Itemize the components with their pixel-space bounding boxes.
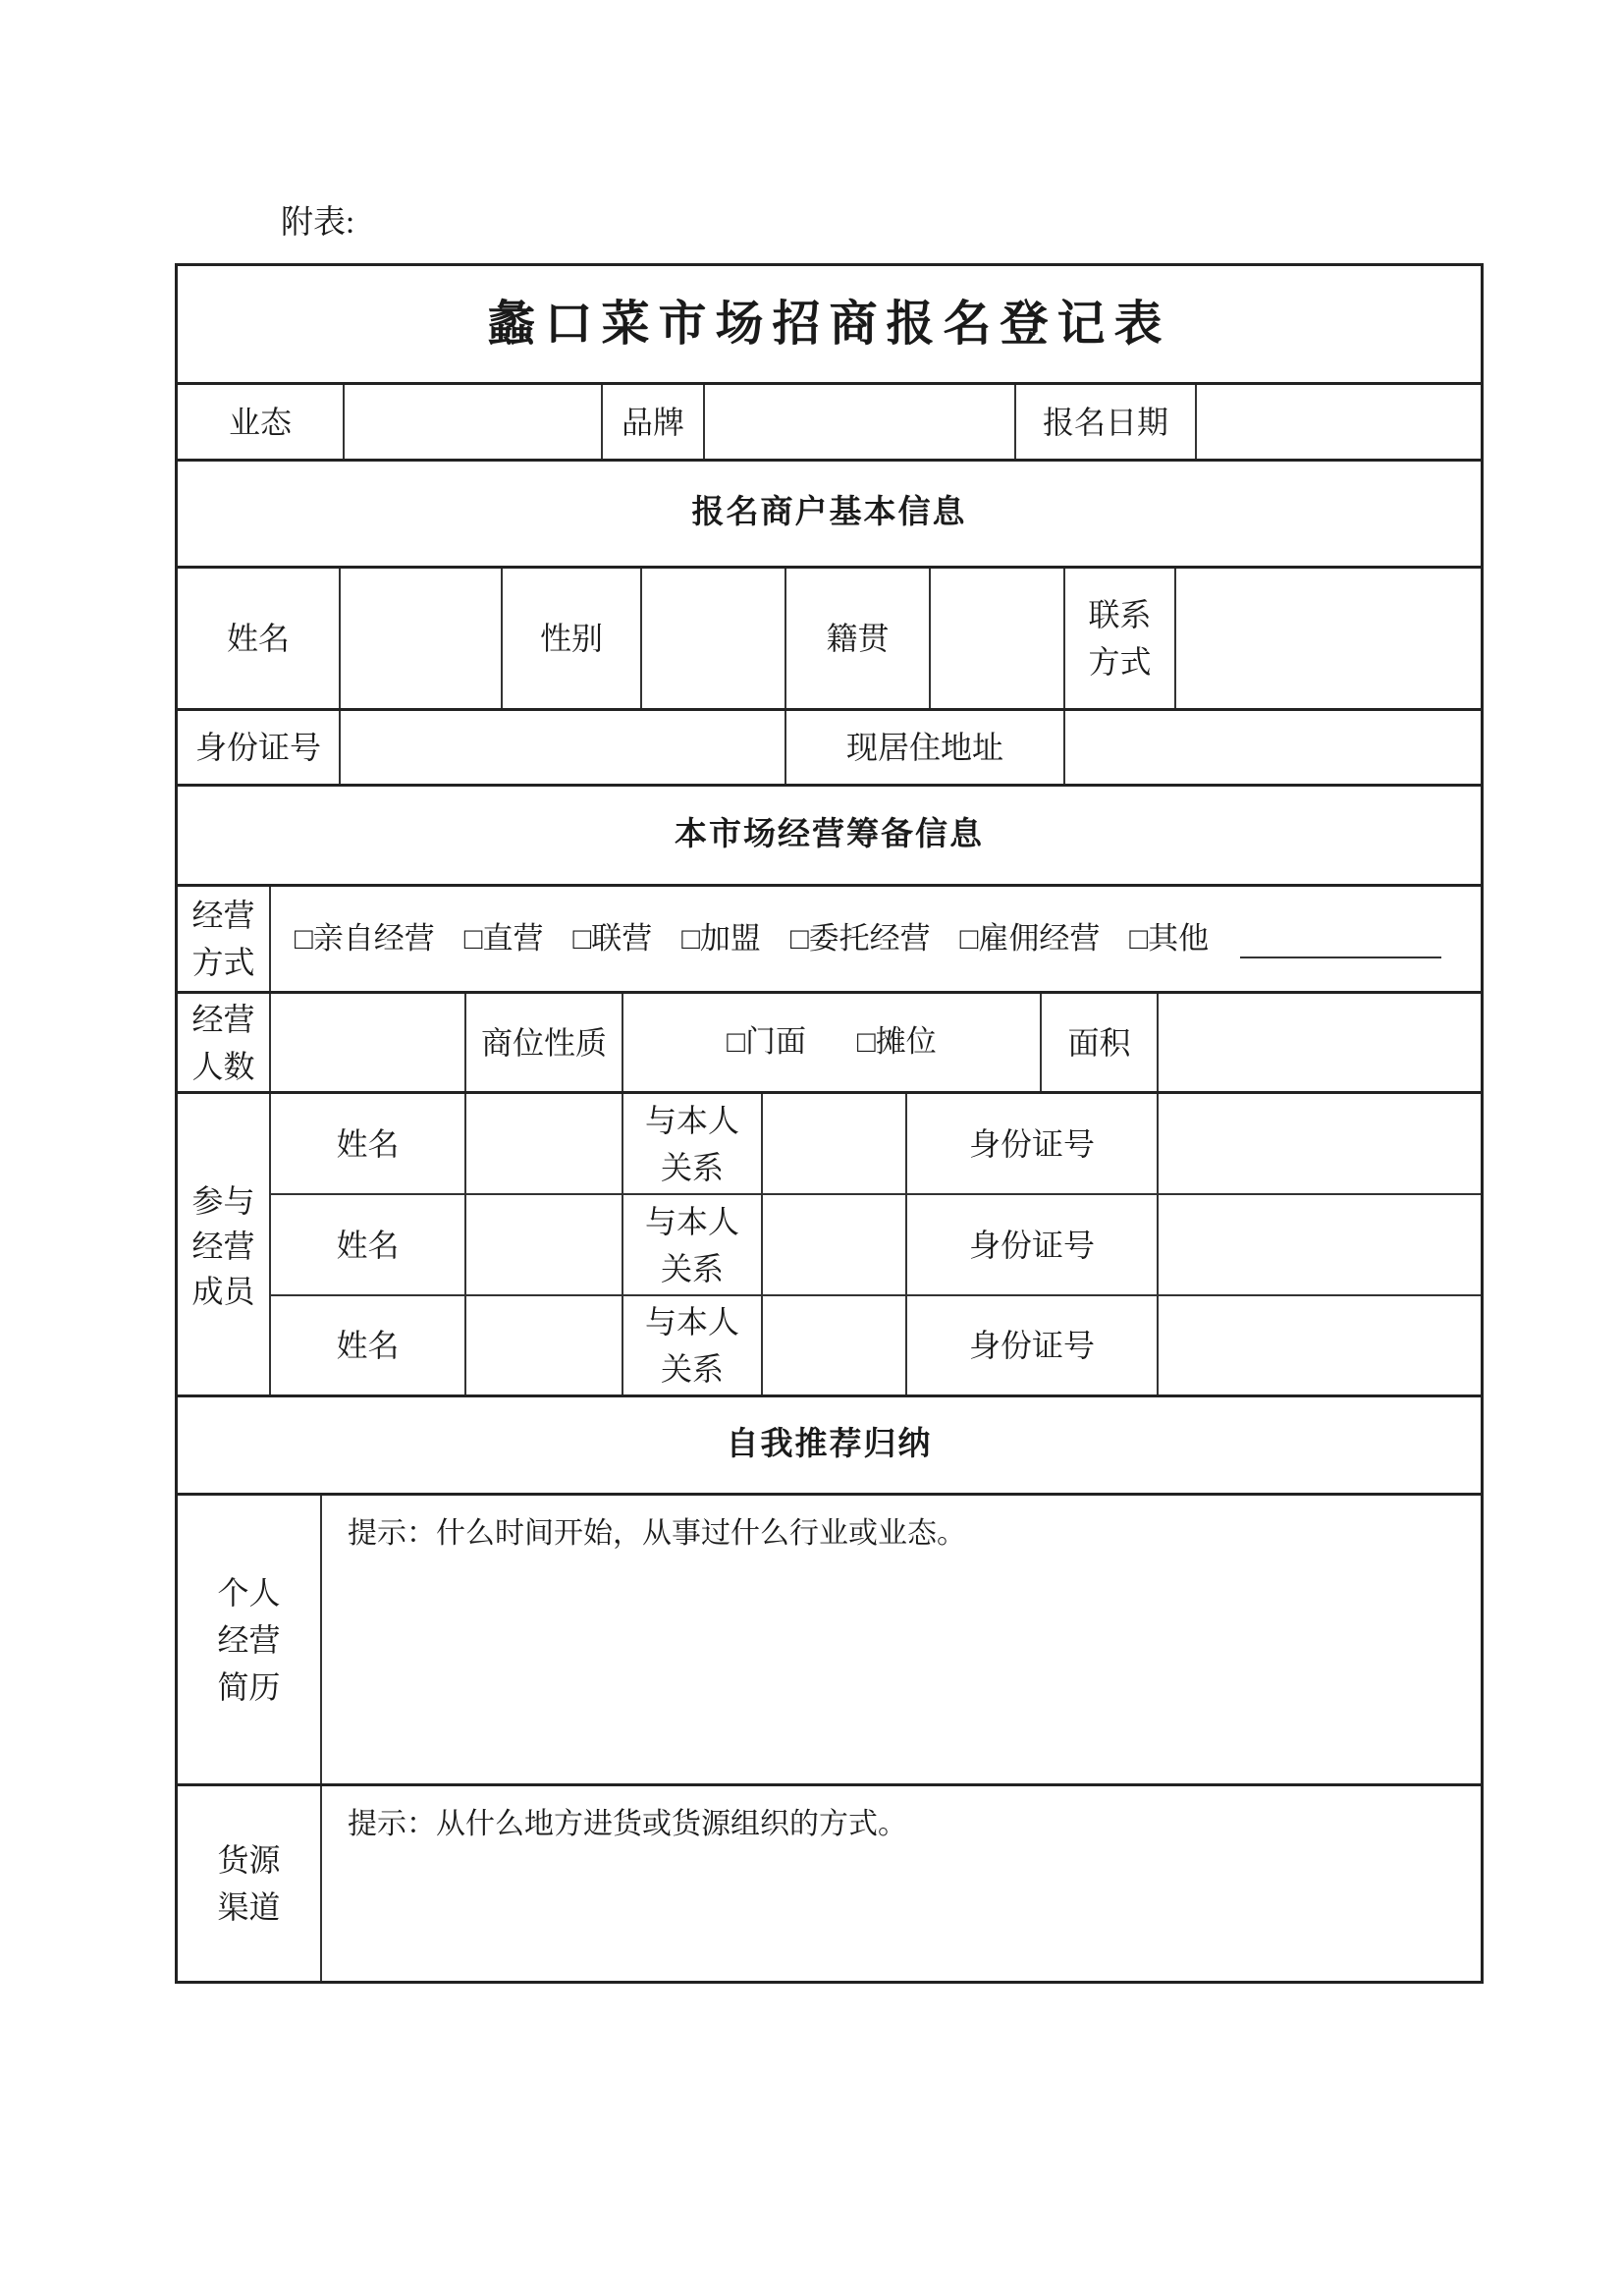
member-id-input-cell[interactable] bbox=[1159, 1195, 1481, 1294]
checkbox-option-entrust[interactable]: □委托经营 bbox=[789, 920, 931, 956]
stall-type-label: 商位性质 bbox=[466, 994, 623, 1091]
resume-input-cell[interactable] bbox=[322, 1496, 1481, 1783]
operation-info-header-row bbox=[178, 787, 1481, 887]
source-label: 货源渠道 bbox=[178, 1786, 322, 1981]
member-id-label: 身份证号 bbox=[907, 1094, 1159, 1193]
gender-label: 性别 bbox=[503, 569, 642, 708]
checkbox-option-booth[interactable]: □摊位 bbox=[857, 1024, 937, 1060]
id-number-input-cell[interactable] bbox=[341, 711, 786, 784]
title-row bbox=[178, 266, 1481, 385]
resume-hint: 提示：什么时间开始，从事过什么行业或业态。 bbox=[348, 1517, 966, 1550]
checkbox-option-joint[interactable]: □联营 bbox=[572, 920, 653, 956]
brand-label: 品牌 bbox=[603, 385, 705, 459]
resume-label: 个人经营简历 bbox=[178, 1496, 322, 1783]
member-relation-label: 与本人关系 bbox=[623, 1195, 763, 1294]
name-input-cell[interactable] bbox=[341, 569, 503, 708]
operation-mode-options bbox=[271, 887, 1481, 991]
business-type-label: 业态 bbox=[178, 385, 345, 459]
members-label: 参与经营成员 bbox=[178, 1094, 271, 1394]
top-fields-row bbox=[178, 385, 1481, 462]
member-id-input-cell[interactable] bbox=[1159, 1296, 1481, 1394]
form-title: 蠡口菜市场招商报名登记表 bbox=[487, 297, 1171, 352]
registration-form-table bbox=[175, 263, 1484, 1984]
member-row-2 bbox=[271, 1195, 1481, 1296]
member-relation-input-cell[interactable] bbox=[763, 1296, 907, 1394]
address-input-cell[interactable] bbox=[1065, 711, 1481, 784]
source-input-cell[interactable] bbox=[322, 1786, 1481, 1981]
business-type-input-cell[interactable] bbox=[345, 385, 603, 459]
checkbox-option-self[interactable]: □亲自经营 bbox=[295, 920, 435, 956]
native-place-input-cell[interactable] bbox=[931, 569, 1065, 708]
signup-date-input-cell[interactable] bbox=[1197, 385, 1481, 459]
source-row bbox=[178, 1786, 1481, 1981]
member-relation-input-cell[interactable] bbox=[763, 1094, 907, 1193]
member-name-label: 姓名 bbox=[271, 1195, 466, 1294]
member-id-input-cell[interactable] bbox=[1159, 1094, 1481, 1193]
gender-input-cell[interactable] bbox=[642, 569, 786, 708]
checkbox-option-employ[interactable]: □雇佣经营 bbox=[959, 920, 1101, 956]
basic-info-header-row bbox=[178, 462, 1481, 569]
source-hint: 提示：从什么地方进货或货源组织的方式。 bbox=[348, 1808, 907, 1840]
self-intro-header: 自我推荐归纳 bbox=[726, 1426, 933, 1462]
members-block bbox=[178, 1094, 1481, 1397]
member-id-label: 身份证号 bbox=[907, 1195, 1159, 1294]
address-label: 现居住地址 bbox=[786, 711, 1065, 784]
personal-row bbox=[178, 569, 1481, 711]
checkbox-option-direct[interactable]: □直营 bbox=[463, 920, 544, 956]
basic-info-header: 报名商户基本信息 bbox=[691, 495, 967, 531]
checkbox-option-other[interactable]: □其他 bbox=[1129, 920, 1210, 956]
people-count-label: 经营人数 bbox=[178, 994, 271, 1091]
brand-input-cell[interactable] bbox=[705, 385, 1016, 459]
member-row-3 bbox=[271, 1296, 1481, 1394]
attachment-note: 附表: bbox=[281, 205, 355, 241]
member-name-label: 姓名 bbox=[271, 1296, 466, 1394]
people-count-input-cell[interactable] bbox=[271, 994, 466, 1091]
resume-row bbox=[178, 1496, 1481, 1786]
area-label: 面积 bbox=[1042, 994, 1159, 1091]
operation-info-header: 本市场经营筹备信息 bbox=[675, 816, 984, 852]
member-name-input-cell[interactable] bbox=[466, 1195, 623, 1294]
native-place-label: 籍贯 bbox=[786, 569, 931, 708]
name-label: 姓名 bbox=[178, 569, 341, 708]
member-relation-input-cell[interactable] bbox=[763, 1195, 907, 1294]
signup-date-label: 报名日期 bbox=[1016, 385, 1197, 459]
self-intro-header-row bbox=[178, 1397, 1481, 1496]
checkbox-option-storefront[interactable]: □门面 bbox=[727, 1024, 806, 1060]
stall-type-options bbox=[623, 994, 1042, 1091]
id-address-row bbox=[178, 711, 1481, 787]
people-stall-row bbox=[178, 994, 1481, 1094]
area-input-cell[interactable] bbox=[1159, 994, 1481, 1091]
other-write-in-line[interactable] bbox=[1240, 919, 1441, 958]
contact-label: 联系方式 bbox=[1065, 569, 1176, 708]
operation-mode-row bbox=[178, 887, 1481, 994]
id-number-label: 身份证号 bbox=[178, 711, 341, 784]
contact-input-cell[interactable] bbox=[1176, 569, 1481, 708]
member-id-label: 身份证号 bbox=[907, 1296, 1159, 1394]
member-relation-label: 与本人关系 bbox=[623, 1094, 763, 1193]
member-name-label: 姓名 bbox=[271, 1094, 466, 1193]
operation-mode-label: 经营方式 bbox=[178, 887, 271, 991]
member-name-input-cell[interactable] bbox=[466, 1094, 623, 1193]
checkbox-option-franchise[interactable]: □加盟 bbox=[681, 920, 761, 956]
member-name-input-cell[interactable] bbox=[466, 1296, 623, 1394]
member-row-1 bbox=[271, 1094, 1481, 1195]
member-relation-label: 与本人关系 bbox=[623, 1296, 763, 1394]
